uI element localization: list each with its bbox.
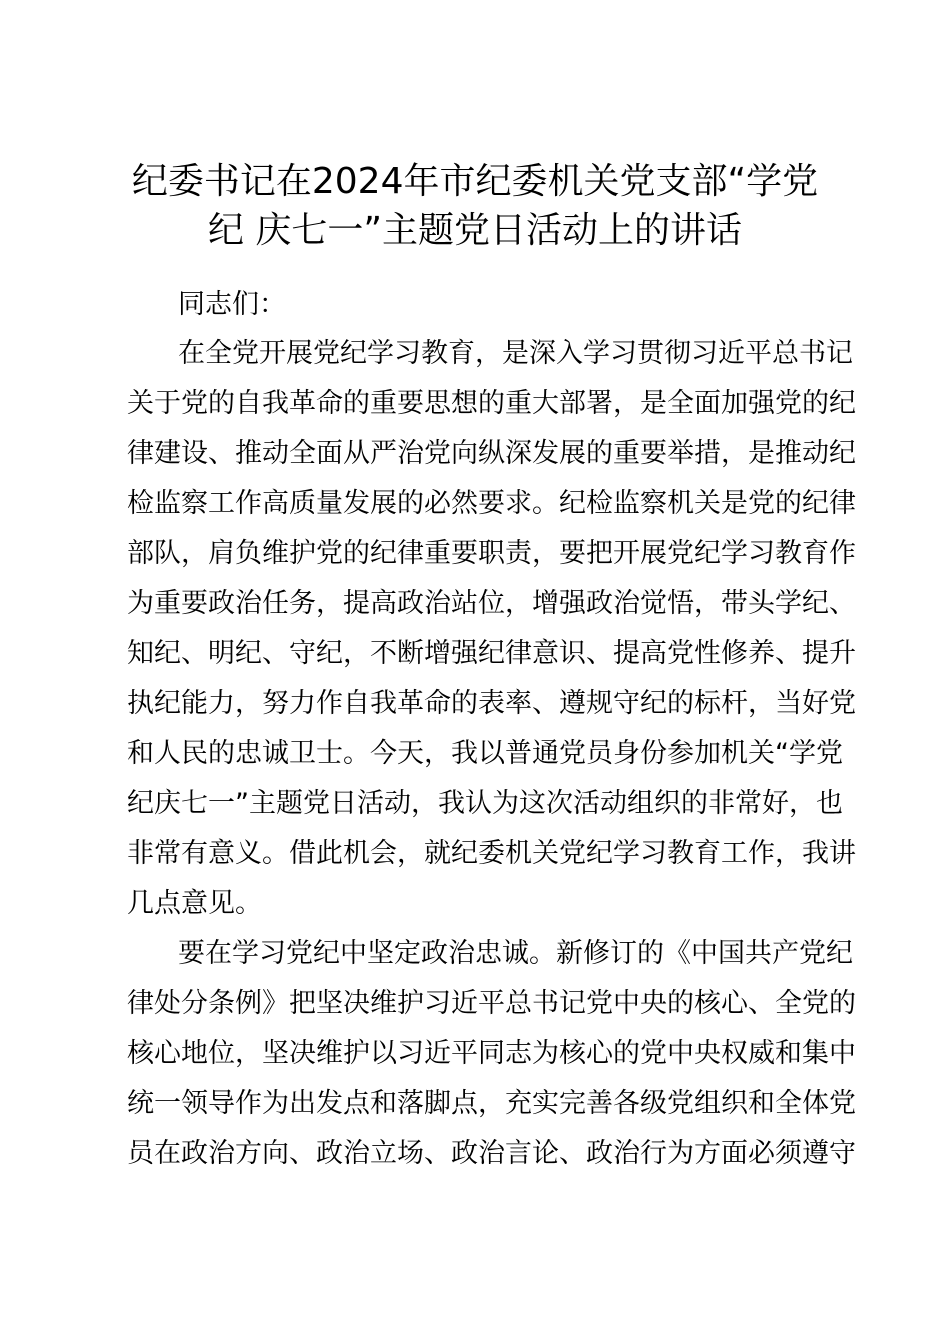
paragraph-2-line-3: 核心地位，坚决维护以习近平同志为核心的党中央权威和集中 [127, 1038, 856, 1069]
paragraph-1-line-7: 知纪、明纪、守纪，不断增强纪律意识、提高党性修养、提升 [127, 638, 856, 669]
title-line-1: 纪委书记在2024年市纪委机关党支部“学党 [131, 161, 819, 202]
paragraph-1-line-6: 为重要政治任务，提高政治站位，增强政治觉悟，带头学纪、 [127, 588, 856, 619]
paragraph-2-line-1: 要在学习党纪中坚定政治忠诚。新修订的《中国共产党纪 [178, 938, 853, 969]
salutation: 同志们： [178, 289, 286, 320]
paragraph-2-line-4: 统一领导作为出发点和落脚点，充实完善各级党组织和全体党 [127, 1088, 856, 1119]
paragraph-2-line-5: 员在政治方向、政治立场、政治言论、政治行为方面必须遵守 [127, 1138, 856, 1169]
paragraph-1-line-2: 关于党的自我革命的重要思想的重大部署，是全面加强党的纪 [127, 388, 856, 419]
paragraph-1-line-9: 和人民的忠诚卫士。今天，我以普通党员身份参加机关“学党 [127, 738, 843, 769]
paragraph-1-line-5: 部队，肩负维护党的纪律重要职责，要把开展党纪学习教育作 [127, 538, 856, 569]
paragraph-1-line-8: 执纪能力，努力作自我革命的表率、遵规守纪的标杆，当好党 [127, 688, 856, 719]
paragraph-2-line-2: 律处分条例》把坚决维护习近平总书记党中央的核心、全党的 [127, 988, 856, 1019]
paragraph-1-line-3: 律建设、推动全面从严治党向纵深发展的重要举措，是推动纪 [127, 438, 856, 469]
paragraph-1-line-11: 非常有意义。借此机会，就纪委机关党纪学习教育工作，我讲 [127, 838, 856, 869]
paragraph-1-line-10: 纪庆七一”主题党日活动，我认为这次活动组织的非常好，也 [127, 788, 843, 819]
paragraph-1-line-1: 在全党开展党纪学习教育，是深入学习贯彻习近平总书记 [178, 338, 853, 369]
paragraph-1-line-4: 检监察工作高质量发展的必然要求。纪检监察机关是党的纪律 [127, 488, 856, 519]
paragraph-1-line-12: 几点意见。 [127, 888, 262, 919]
title-line-2: 纪 庆七一”主题党日活动上的讲话 [207, 210, 743, 251]
